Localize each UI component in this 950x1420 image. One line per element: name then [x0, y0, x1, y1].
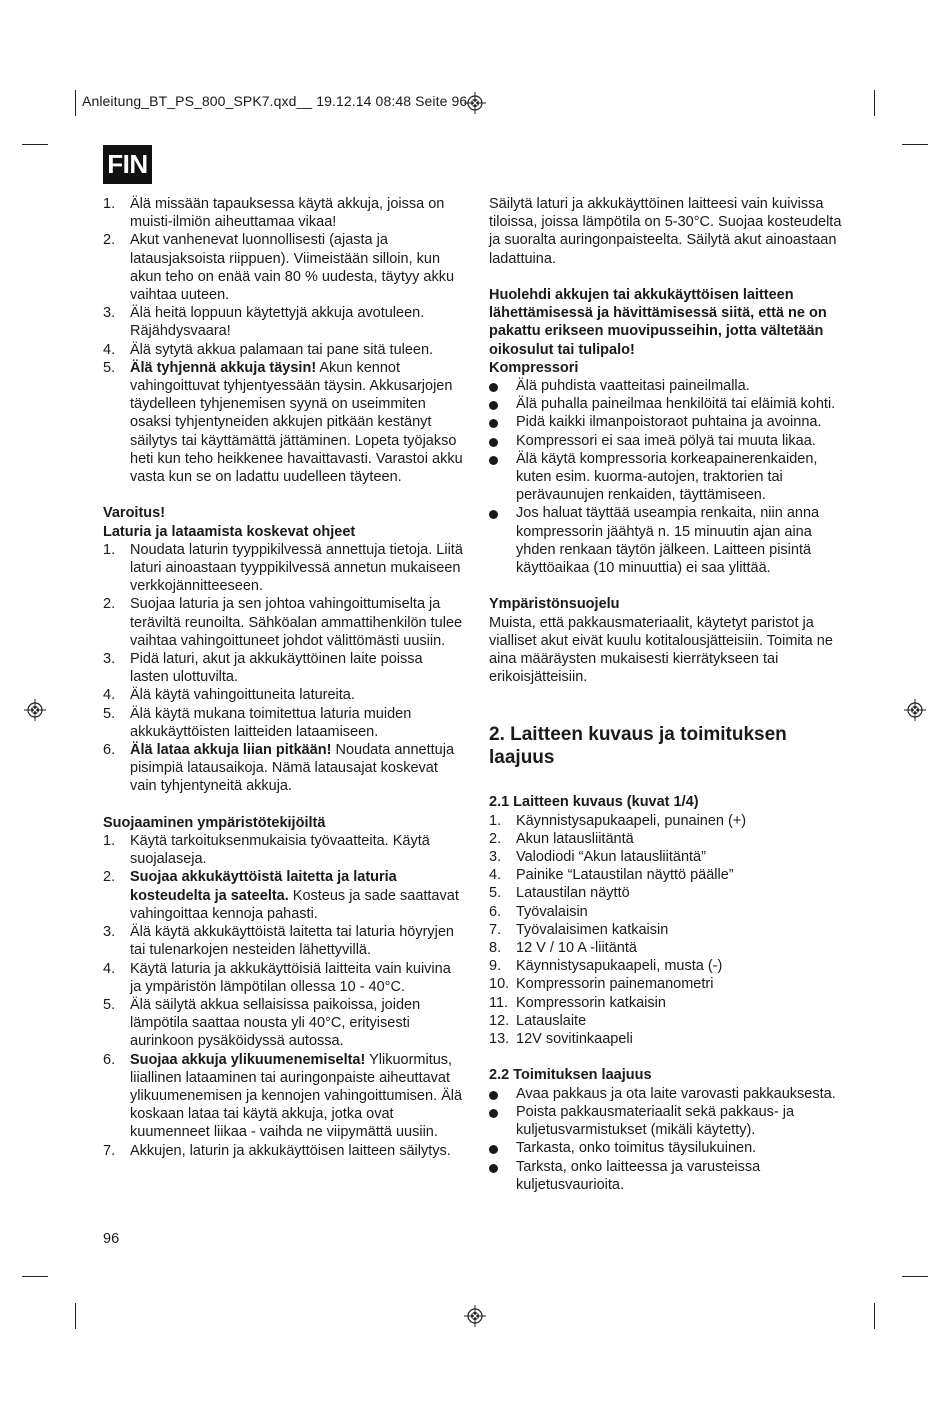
item-body: Älä säilytä akkua sellaisissa paikoissa, joiden lämpötila saattaa nousta yli 40°C, erityisesti aurinkoon pysäköidyssä autossa. [130, 996, 421, 1050]
item-body: Älä käytä vahingoittuneita latureita. [130, 687, 355, 704]
list-item [489, 994, 851, 1012]
item-bold: Suojaa akkukäyttöistä laitetta ja laturia kosteudelta ja sateelta. [130, 869, 397, 904]
item-number: 4. [103, 341, 116, 358]
item-text [130, 1142, 465, 1160]
crop-mark [874, 1303, 875, 1329]
item-text: Älä puhdista vaatteitasi paineilmalla. [516, 378, 750, 395]
list-item [489, 848, 851, 866]
item-number: 1. [489, 812, 502, 829]
left-column [103, 195, 465, 1160]
item-text: Työvalaisimen katkaisin [516, 921, 669, 938]
bullet-icon [489, 1085, 516, 1103]
item-number: 8. [489, 940, 502, 957]
battery-list [103, 195, 465, 486]
item-text: Jos haluat täyttää useampia renkaita, niin anna kompressorin jäähtyä n. 15 minuutin ajan aina yhden renkaan täytön jälkeen. Laitteen pisintä käyttöaikaa (10 minuuttia) ei saa ylittää. [516, 505, 820, 577]
charger-heading: Laturia ja lataamista koskevat ohjeet [103, 523, 356, 540]
list-item [103, 923, 465, 959]
item-number: 5. [103, 359, 116, 376]
item-text: Pidä kaikki ilmanpoistoraot puhtaina ja avoinna. [516, 414, 822, 431]
crop-mark [22, 144, 48, 145]
item-body: Ylikuormitus, liiallinen lataaminen tai auringonpaiste aiheuttavat ylikuumenemisen ja kennojen vahingoittumisen. Älä koskaan lataa tai käytä akkuja, jotka ovat kuumenneet liikaa - vaihda ne viipymättä uusiin. [130, 1051, 463, 1141]
item-body: Käytä laturia ja akkukäyttöisiä laitteita vain kuivina ja ympäristön lämpötilan ollessa 10 - 40°C. [130, 960, 451, 995]
list-item [103, 359, 465, 486]
item-text [130, 304, 465, 340]
bullet-icon [489, 1139, 516, 1157]
item-body: Akun kennot vahingoittuvat tyhjentyessään täysin. Akkusarjojen täydelleen tyhjenemisen syynä on useimmiten osaksi tyhjentyneiden akkujen pitkään kestänyt säilytys tai käyttämättä jättäminen. Lopeta työjakso heti kun teho heikkenee havaittavasti. Varastoi akku vasta kun se on ladattu uudelleen täyteen. [130, 359, 463, 486]
item-number: 1. [103, 196, 116, 212]
bullet-icon [489, 1103, 516, 1139]
language-badge: FIN [103, 145, 152, 184]
list-item [103, 195, 465, 231]
list-item [489, 1030, 851, 1048]
item-text: 12 V / 10 A -liitäntä [516, 940, 637, 957]
item-number: 2. [103, 596, 116, 613]
item-number: 5. [489, 885, 502, 902]
item-number: 3. [103, 924, 116, 941]
item-number: 4. [489, 867, 502, 884]
item-body: Akut vanhenevat luonnollisesti (ajasta ja latausjaksoista riippuen). Viimeistään silloin, kun akun teho on enää vain 80 % uudesta, täytyy akku vaihtaa uuteen. [130, 232, 455, 304]
warning-heading: Varoitus! [103, 505, 166, 522]
list-item [489, 1012, 851, 1030]
item-number: 5. [103, 996, 116, 1013]
section-title: 2. Laitteen kuvaus ja toimituksen laajuus [489, 724, 787, 769]
item-text [130, 705, 465, 741]
item-text: Tarksta, onko laitteessa ja varusteissa kuljetusvaurioita. [516, 1158, 761, 1193]
item-text: 12V sovitinkaapeli [516, 1031, 633, 1048]
item-text: Kompressorin katkaisin [516, 994, 666, 1011]
item-text: Älä puhalla paineilmaa henkilöitä tai eläimiä kohti. [516, 396, 836, 413]
item-number: 7. [103, 1142, 116, 1159]
item-text [130, 686, 465, 704]
item-text: Älä käytä kompressoria korkeapainerenkaiden, kuten esim. kuorma-autojen, traktorien tai perävaunujen renkaiden, täyttämiseen. [516, 450, 818, 504]
charger-list [103, 541, 465, 796]
item-body: Noudata annettuja pisimpiä latausaikoja. Nämä latausajat koskevat vain tyhjentyneitä akkuja. [130, 742, 455, 795]
item-text [130, 741, 465, 796]
list-item [103, 650, 465, 686]
item-number: 1. [103, 833, 116, 850]
list-item [489, 1085, 851, 1103]
subsection-heading: 2.2 Toimituksen laajuus [489, 1067, 652, 1084]
item-number: 2. [103, 869, 116, 886]
list-item [489, 830, 851, 848]
environment-list [103, 832, 465, 1160]
list-item [103, 231, 465, 304]
list-item [103, 341, 465, 359]
bullet-icon [489, 450, 516, 505]
item-bold: Älä tyhjennä akkuja täysin! [130, 359, 317, 376]
list-item [489, 884, 851, 902]
item-body: Pidä laturi, akut ja akkukäyttöinen laite poissa lasten ulottuvilta. [130, 651, 423, 686]
right-column [489, 195, 851, 1194]
bullet-icon [489, 413, 516, 431]
list-item [489, 413, 851, 431]
list-item [103, 996, 465, 1051]
item-body: Noudata laturin tyyppikilvessä annettuja tietoja. Liitä laturi ainoastaan tyyppikilvessä annetun mukaiseen verkkojännitteeseen. [130, 541, 463, 595]
item-number: 6. [103, 1051, 116, 1068]
item-text: Akun latausliitäntä [516, 830, 634, 847]
item-body: Suojaa laturia ja sen johtoa vahingoittumiselta ja teräviltä reunoilta. Sähköalan ammattihenkilön tulee vaihtaa vahingoittuneet johdot välittömästi uusiin. [130, 596, 463, 649]
item-number: 10. [489, 976, 510, 993]
item-body: Älä sytytä akkua palamaan tai pane sitä tuleen. [130, 341, 434, 358]
item-text [130, 595, 465, 650]
item-text [130, 868, 465, 923]
item-number: 3. [103, 305, 116, 322]
item-text: Käynnistysapukaapeli, punainen (+) [516, 812, 747, 829]
list-item [489, 432, 851, 450]
item-text [130, 541, 465, 596]
list-item [489, 450, 851, 505]
item-text [130, 996, 465, 1051]
item-text [130, 341, 465, 359]
file-info-header: Anleitung_BT_PS_800_SPK7.qxd__ 19.12.14 08:48 Seite 96 [82, 93, 468, 109]
delivery-bullet-list [489, 1085, 851, 1194]
item-text [130, 923, 465, 959]
item-bold: Suojaa akkuja ylikuumenemiselta! [130, 1051, 366, 1068]
list-item [489, 975, 851, 993]
item-text: Lataustilan näyttö [516, 885, 630, 902]
item-body: Käytä tarkoituksenmukaisia työvaatteita. Käytä suojalaseja. [130, 833, 430, 868]
item-text: Poista pakkausmateriaalit sekä pakkaus- ja kuljetusvarmistukset (mikäli käytetty). [516, 1103, 795, 1139]
list-item [103, 705, 465, 741]
list-item [103, 541, 465, 596]
list-item [489, 866, 851, 884]
item-number: 13. [489, 1031, 510, 1048]
eco-paragraph: Muista, että pakkausmateriaalit, käytetyt paristot ja vialliset akut eivät kuulu kotitalousjätteisiin. Toimita ne aina määräysten mukaisesti kierrätykseen tai erikoisjätteisiin. [489, 614, 833, 686]
parts-list [489, 812, 851, 1049]
crop-mark [75, 90, 76, 116]
item-number: 6. [103, 742, 116, 759]
item-number: 11. [489, 994, 509, 1011]
item-body: Älä käytä akkukäyttöistä laitetta tai laturia höyryjen tai tulenarkojen nesteiden lähettyvillä. [130, 924, 454, 959]
item-text [130, 960, 465, 996]
list-item [103, 741, 465, 796]
list-item [489, 395, 851, 413]
item-body: Älä käytä mukana toimitettua laturia muiden akkukäyttöisten laitteiden lataamiseen. [130, 705, 412, 740]
bullet-icon [489, 395, 516, 413]
list-item [489, 957, 851, 975]
item-number: 4. [103, 687, 116, 704]
list-item [103, 686, 465, 704]
list-item [489, 939, 851, 957]
item-number: 4. [103, 960, 116, 977]
list-item [489, 903, 851, 921]
item-bold: Älä lataa akkuja liian pitkään! [130, 742, 332, 759]
crop-mark [874, 90, 875, 116]
item-body: Älä missään tapauksessa käytä akkuja, joissa on muisti-ilmiön aiheuttamaa vikaa! [130, 196, 445, 231]
item-text [130, 359, 465, 486]
item-number: 5. [103, 705, 116, 722]
list-item [103, 960, 465, 996]
compressor-heading: Kompressori [489, 359, 579, 376]
item-text: Latauslaite [516, 1012, 587, 1029]
item-number: 1. [103, 541, 116, 558]
item-text: Kompressori ei saa imeä pölyä tai muuta likaa. [516, 432, 816, 449]
item-number: 3. [489, 849, 502, 866]
list-item [103, 304, 465, 340]
item-text: Painike “Lataustilan näyttö päälle” [516, 867, 734, 884]
item-body: Älä heitä loppuun käytettyjä akkuja avotuleen. Räjähdysvaara! [130, 305, 425, 340]
crop-mark [902, 144, 928, 145]
item-number: 9. [489, 958, 502, 975]
bullet-icon [489, 1158, 516, 1194]
list-item [489, 504, 851, 577]
list-item [489, 812, 851, 830]
bullet-icon [489, 432, 516, 450]
item-body: Kosteus ja sade saattavat vahingoittaa kennoja pahasti. [130, 887, 459, 922]
item-text: Valodiodi “Akun latausliitäntä” [516, 849, 706, 866]
registration-mark-icon [464, 92, 486, 114]
list-item [489, 1158, 851, 1194]
item-body: Akkujen, laturin ja akkukäyttöisen laitteen säilytys. [130, 1142, 451, 1159]
environment-heading: Suojaaminen ympäristötekijöiltä [103, 814, 326, 831]
item-number: 6. [489, 903, 502, 920]
list-item [103, 1051, 465, 1142]
storage-paragraph: Säilytä laturi ja akkukäyttöinen laitteesi vain kuivissa tiloissa, joissa lämpötila on 5-30°C. Suojaa kosteudelta ja suoralta auringonpaisteelta. Säilytä akut ainoastaan ladattuina. [489, 196, 842, 267]
eco-heading: Ympäristönsuojelu [489, 596, 620, 613]
list-item [489, 921, 851, 939]
item-text: Avaa pakkaus ja ota laite varovasti pakkauksesta. [516, 1085, 836, 1102]
list-item [103, 1142, 465, 1160]
bullet-icon [489, 377, 516, 395]
registration-mark-icon [464, 1305, 486, 1327]
item-text [130, 1051, 465, 1142]
item-text [130, 231, 465, 304]
crop-mark [902, 1276, 928, 1277]
bullet-icon [489, 504, 516, 577]
item-number: 2. [103, 232, 116, 249]
item-text [130, 195, 465, 231]
list-item [489, 1103, 851, 1139]
list-item [489, 1139, 851, 1157]
crop-mark [75, 1303, 76, 1329]
registration-mark-icon [904, 699, 926, 721]
subsection-heading: 2.1 Laitteen kuvaus (kuvat 1/4) [489, 794, 699, 811]
item-number: 2. [489, 830, 502, 847]
item-text: Tarkasta, onko toimitus täysilukuinen. [516, 1140, 757, 1157]
list-item [103, 595, 465, 650]
crop-mark [22, 1276, 48, 1277]
item-text [130, 650, 465, 686]
item-number: 7. [489, 921, 502, 938]
item-text: Työvalaisin [516, 903, 588, 920]
list-item [489, 377, 851, 395]
registration-mark-icon [24, 699, 46, 721]
disposal-warning: Huolehdi akkujen tai akkukäyttöisen laitteen lähettämisessä ja hävittämisessä siitä, että ne on pakattu erikseen muovipusseihin, jotta vältetään oikosulut tai tulipalo! [489, 287, 827, 358]
list-item [103, 868, 465, 923]
item-number: 3. [103, 651, 116, 668]
page-number: 96 [103, 1231, 120, 1247]
item-number: 12. [489, 1012, 510, 1029]
item-text [130, 832, 465, 868]
item-text: Kompressorin painemanometri [516, 976, 714, 993]
list-item [103, 832, 465, 868]
compressor-bullet-list [489, 377, 851, 577]
item-text: Käynnistysapukaapeli, musta (-) [516, 958, 723, 975]
